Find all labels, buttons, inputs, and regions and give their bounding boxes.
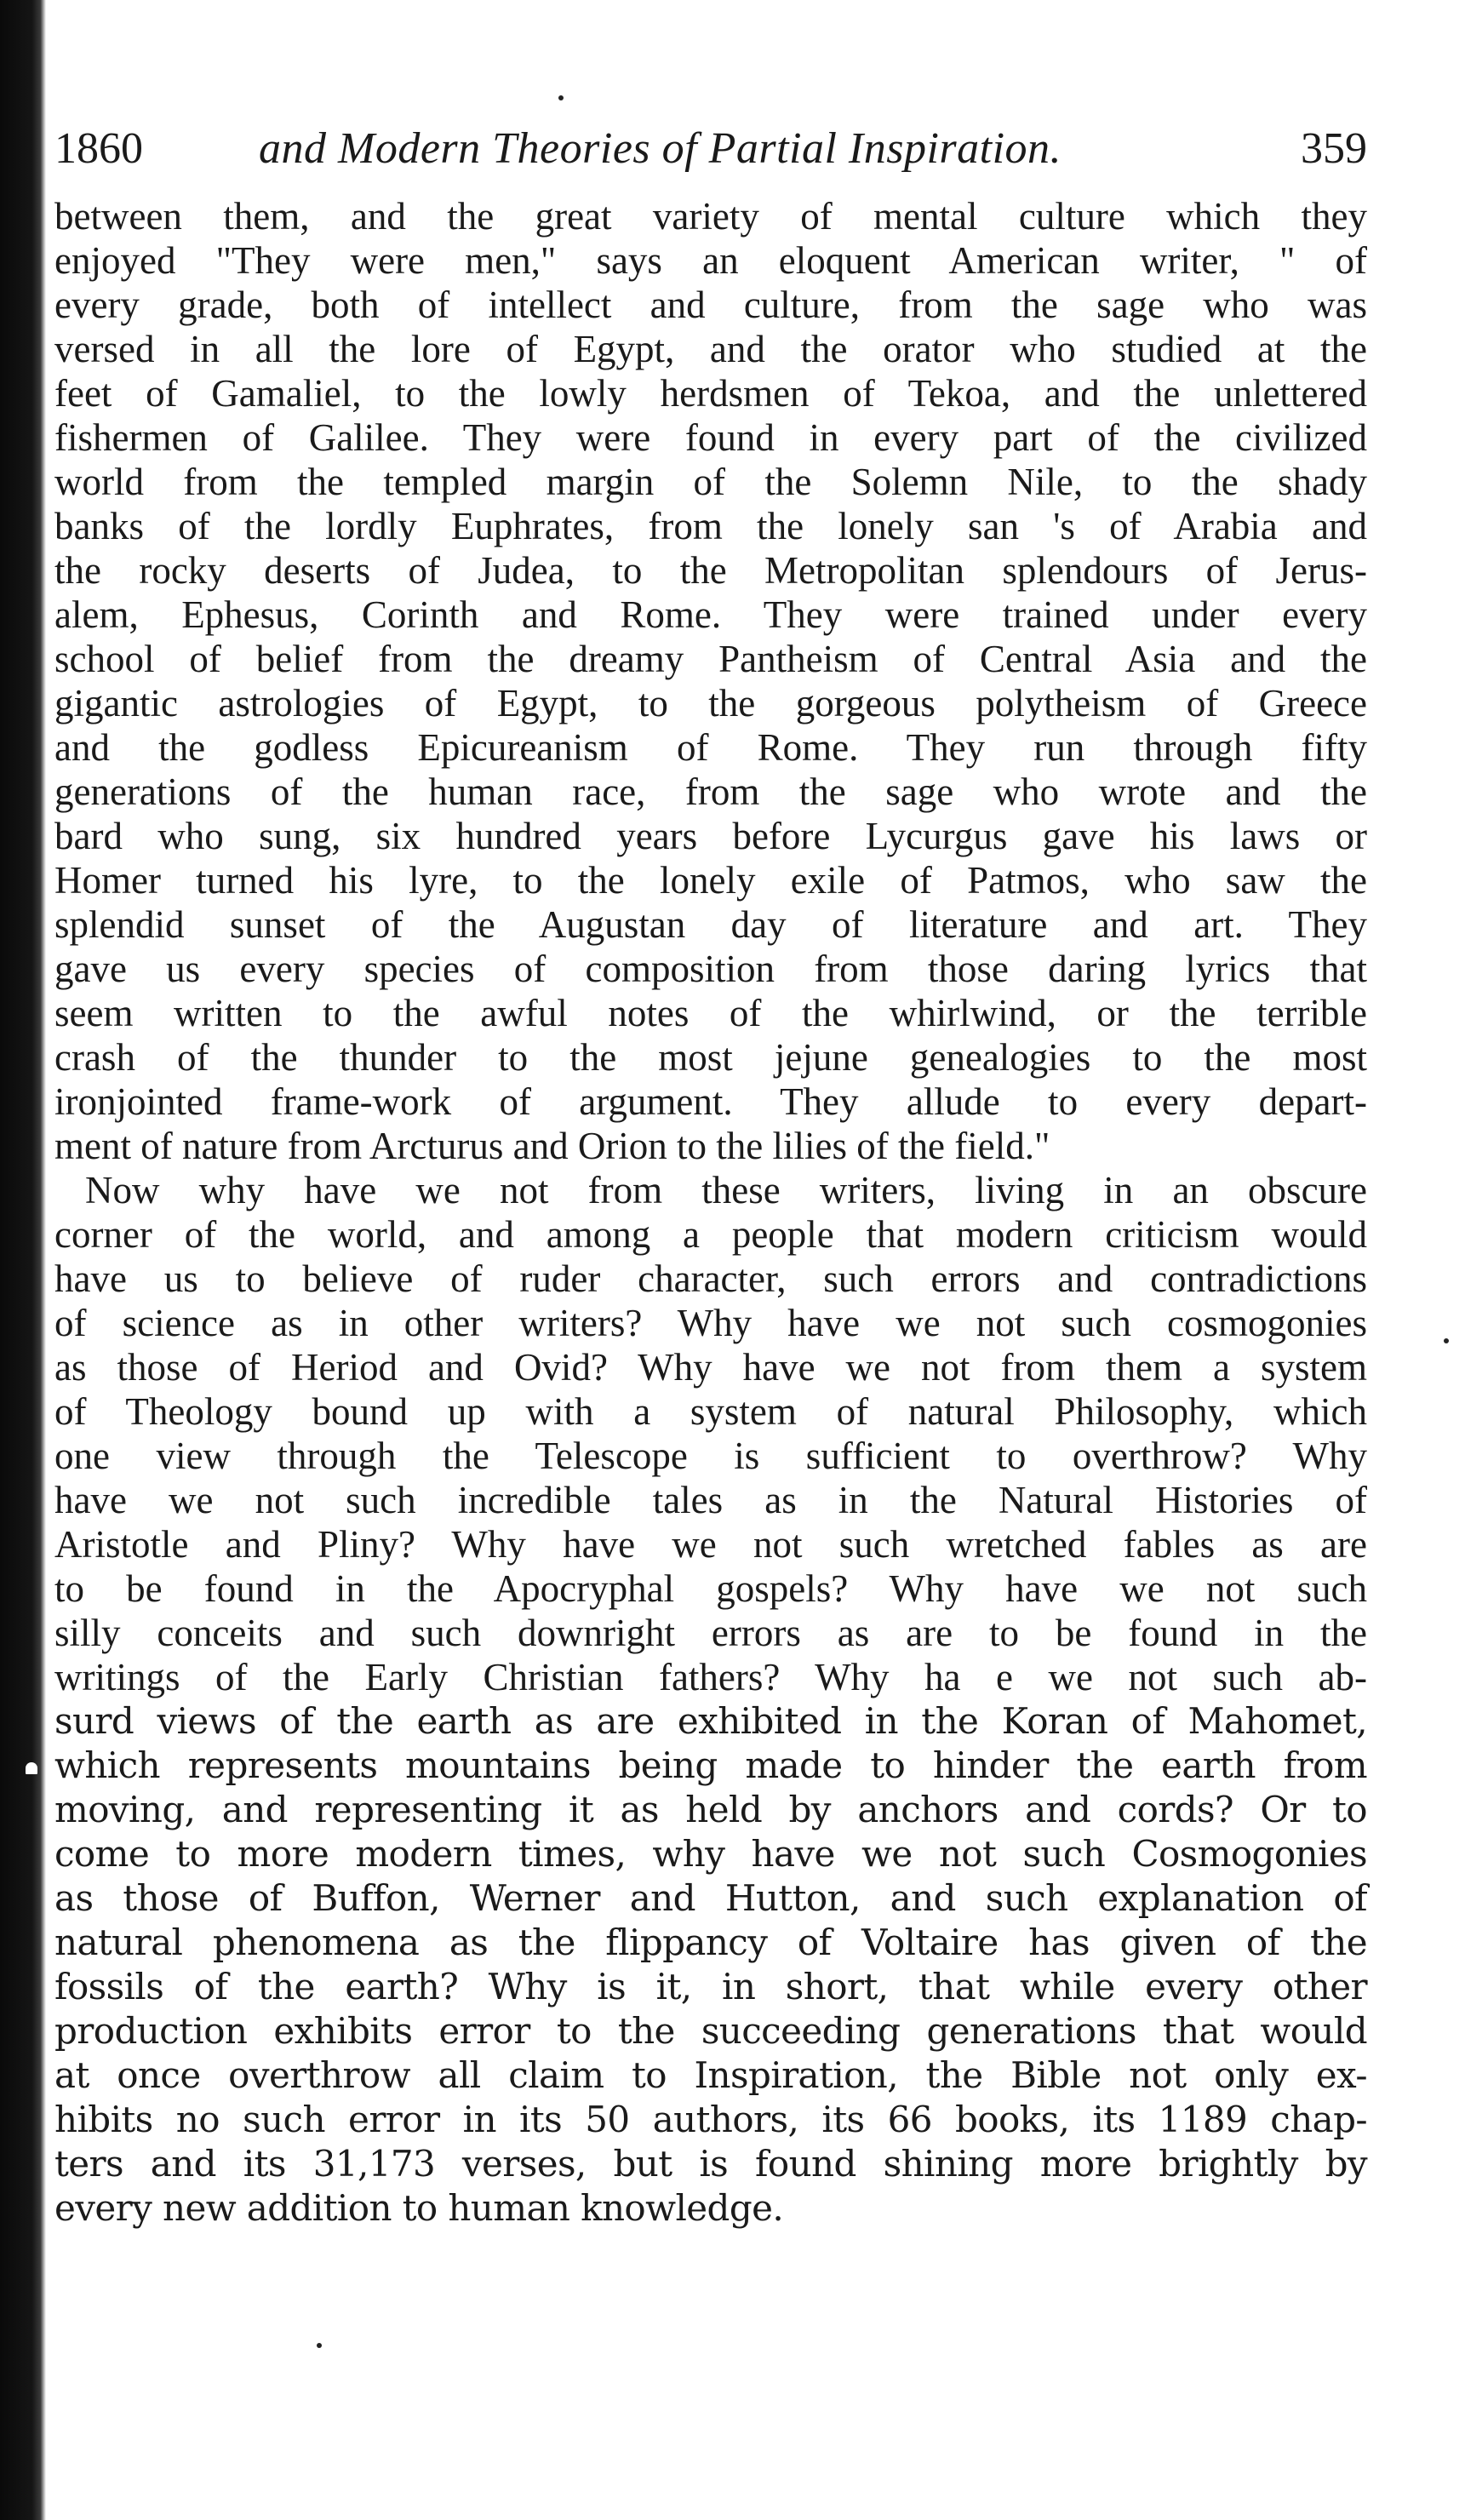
text-line: the rocky deserts of Judea, to the Metropolitan splendours of Jerus- xyxy=(54,549,1367,592)
text-line: and the godless Epicureanism of Rome. They run through fifty xyxy=(54,726,1367,769)
text-line: as those of Buffon, Werner and Hutton, and such explanation of xyxy=(54,1877,1367,1919)
text-line: surd views of the earth as are exhibited in the Koran of Mahomet, xyxy=(54,1700,1367,1742)
text-line: fossils of the earth? Why is it, in short, that while every other xyxy=(54,1966,1367,2007)
text-line: as those of Heriod and Ovid? Why have we not from them a system xyxy=(54,1346,1367,1389)
text-line: production exhibits error to the succeeding generations that would xyxy=(54,2010,1367,2052)
text-line: crash of the thunder to the most jejune genealogies to the most xyxy=(54,1036,1367,1079)
text-line: one view through the Telescope is sufficient to overthrow? Why xyxy=(54,1435,1367,1477)
text-line: seem written to the awful notes of the whirlwind, or the terrible xyxy=(54,992,1367,1034)
page-number: 359 xyxy=(1301,124,1367,173)
text-line: come to more modern times, why have we not such Cosmogonies xyxy=(54,1833,1367,1875)
text-line: of Theology bound up with a system of natural Philosophy, which xyxy=(54,1390,1367,1433)
text-line: natural phenomena as the flippancy of Voltaire has given of the xyxy=(54,1922,1367,1963)
text-line: which represents mountains being made to hinder the earth from xyxy=(54,1744,1367,1786)
text-line: generations of the human race, from the sage who wrote and the xyxy=(54,770,1367,813)
page-year: 1860 xyxy=(54,124,143,173)
text-line: have we not such incredible tales as in the Natural Histories of xyxy=(54,1479,1367,1521)
text-line: Homer turned his lyre, to the lonely exile of Patmos, who saw the xyxy=(54,859,1367,902)
text-line: gave us every species of composition from those daring lyrics that xyxy=(54,948,1367,990)
ink-speck xyxy=(558,95,564,100)
text-line: school of belief from the dreamy Pantheism of Central Asia and the xyxy=(54,638,1367,680)
text-line: at once overthrow all claim to Inspiration, the Bible not only ex- xyxy=(54,2054,1367,2096)
text-line: ters and its 31,173 verses, but is found shining more brightly by xyxy=(54,2143,1367,2185)
running-title: and Modern Theories of Partial Inspiration. xyxy=(259,124,1062,173)
paragraph-start-line: Now why have we not from these writers, living in an obscure xyxy=(85,1169,1367,1211)
text-line: every new addition to human knowledge. xyxy=(54,2187,784,2229)
text-line: versed in all the lore of Egypt, and the orator who studied at the xyxy=(54,328,1367,370)
book-binding-edge xyxy=(0,0,46,2520)
text-line: hibits no such error in its 50 authors, its 66 books, its 1189 chap- xyxy=(54,2099,1367,2140)
ink-speck xyxy=(317,2343,322,2348)
text-line: to be found in the Apocryphal gospels? Why have we not such xyxy=(54,1567,1367,1610)
text-line: splendid sunset of the Augustan day of literature and art. They xyxy=(54,903,1367,946)
text-line: writings of the Early Christian fathers? Why ha e we not such ab- xyxy=(54,1656,1367,1698)
text-line: Aristotle and Pliny? Why have we not such wretched fables as are xyxy=(54,1523,1367,1566)
text-line: have us to believe of ruder character, such errors and contradictions xyxy=(54,1257,1367,1300)
text-line: silly conceits and such downright errors as are to be found in the xyxy=(54,1612,1367,1654)
text-line: alem, Ephesus, Corinth and Rome. They were trained under every xyxy=(54,593,1367,636)
text-line: gigantic astrologies of Egypt, to the gorgeous polytheism of Greece xyxy=(54,682,1367,724)
text-line: every grade, both of intellect and culture, from the sage who was xyxy=(54,284,1367,326)
text-line: ironjointed frame-work of argument. They allude to every depart- xyxy=(54,1080,1367,1123)
binding-mark xyxy=(26,1762,37,1774)
text-line: moving, and representing it as held by anchors and cords? Or to xyxy=(54,1789,1367,1830)
body-text xyxy=(54,194,1367,2231)
text-line: banks of the lordly Euphrates, from the lonely san 's of Arabia and xyxy=(54,505,1367,547)
text-line: enjoyed "They were men," says an eloquent American writer, " of xyxy=(54,239,1367,282)
text-line: feet of Gamaliel, to the lowly herdsmen of Tekoa, and the unlettered xyxy=(54,372,1367,415)
text-line: ment of nature from Arcturus and Orion to the lilies of the field." xyxy=(54,1125,1050,1167)
text-line: world from the templed margin of the Solemn Nile, to the shady xyxy=(54,461,1367,503)
text-line: corner of the world, and among a people that modern criticism would xyxy=(54,1213,1367,1256)
running-head xyxy=(54,119,1367,179)
text-line: fishermen of Galilee. They were found in every part of the civilized xyxy=(54,416,1367,459)
ink-speck xyxy=(1444,1338,1449,1343)
text-line: between them, and the great variety of mental culture which they xyxy=(54,195,1367,238)
text-line: bard who sung, six hundred years before Lycurgus gave his laws or xyxy=(54,815,1367,857)
text-line: of science as in other writers? Why have we not such cosmogonies xyxy=(54,1302,1367,1344)
